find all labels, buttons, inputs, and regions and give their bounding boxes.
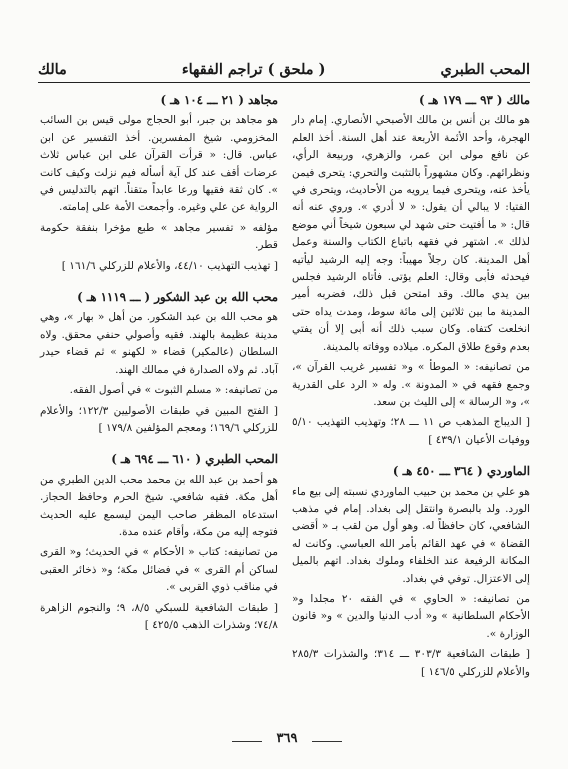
footer-dash-right: [312, 741, 342, 742]
entry-muhibbullah: [40, 289, 278, 437]
page-number: ٣٦٩: [276, 731, 298, 746]
entry-reference: [ الديباج المذهب ص ١١ ـــ ٢٨؛ وتهذيب التهذيب ٥/١٠ ووفيات الأعيان ٤٣٩/١ ]: [292, 416, 531, 446]
entry-mujahid: [40, 92, 278, 275]
entry-reference: [ طبقات الشافعية للسبكي ٨/٥، ٩؛ والنجوم الزاهرة ٧٤/٨؛ وشذرات الذهب ٤٢٥/٥ ]: [40, 601, 278, 631]
entry-mawardi: [292, 463, 530, 681]
entry-paragraph: هو مالك بن أنس بن مالك الأصبحي الأنصاري. إمام دار الهجرة، وأحد الأئمة الأربعة عند أهل السنة. أخذ العلم عن نافع مولى ابن عمر، والزهري، وربيعة الرأي، ونظرائهم. وكان مشهوراً بالتثبت والتحري: يتحرى فيمن يأخذ عنه، ويتحرى فيما يرويه من الأحاديث، ويتحرى في الفتيا: لا يبالي أن يقول: « لا أدري ». وروي عنه أنه قال: « ما أفتيت حتى شهد لي سبعون شيخاً أني موضع لذلك ». اشتهر في فقهه باتباع الكتاب والسنة وعمل أهل المدينة. كان رجلاً مهيباً: وجه إليه الرشيد ليأتيه فيحدثه فأبى وقال: العلم يؤتى. فأتاه الرشيد فجلس بين يدي مالك. وقد امتحن قبل ذلك، فضربه أمير المدينة ما بين ثلاثين إلى مائة سوط، ومدت يداه حتى انخلعت كتفاه. وكان سبب ذلك أنه أبى إلا أن يفتي بعدم وقوع طلاق المكره. ميلاده ووفاته بالمدينة.: [292, 114, 530, 353]
entry-title: مالك ( ٩٣ ـــ ١٧٩ هـ ): [418, 93, 530, 107]
entry-paragraph: مؤلفه « تفسير مجاهد » طبع مؤخرا بنفقة حكومة قطر.: [40, 221, 278, 252]
left-column: [40, 92, 278, 648]
running-header: [38, 52, 530, 78]
entry-reference: [ الفتح المبين في طبقات الأصوليين ١٢٢/٣؛ والأعلام للزركلي ١٦٩/٦؛ ومعجم المؤلفين ١٧٩/٨ ]: [40, 404, 278, 434]
entry-title: مجاهد ( ٢١ ـــ ١٠٤ هـ ): [160, 93, 278, 107]
header-rule: [38, 82, 530, 83]
entry-paragraph: من تصانيفه: « مسلم الثبوت » في أصول الفقه.: [69, 384, 278, 397]
footer-dash-left: [232, 741, 262, 742]
entry-paragraph: هو علي بن محمد بن حبيب الماوردي نسبته إلى بيع ماء الورد. ولد بالبصرة وانتقل إلى بغداد. إمام في مذهب الشافعي، كان حافظاً له. وهو أول من لقب بـ « أقضى القضاة » في عهد القائم بأمر الله العباسي. وكانت له المكانة الرفيعة عند الخلفاء وملوك بغداد. اتهم بالميل إلى الاعتزال. توفي في بغداد.: [292, 485, 530, 585]
entry-title: الماوردي ( ٣٦٤ ـــ ٤٥٠ هـ ): [392, 464, 530, 479]
entry-title: المحب الطبري ( ٦١٠ ـــ ٦٩٤ هـ ): [111, 452, 278, 467]
entry-reference: [ طبقات الشافعية ٣٠٣/٣ ـــ ٣١٤؛ والشذرات ٢٨٥/٣ والأعلام للزركلي ١٤٦/٥ ]: [292, 648, 530, 678]
header-right-title: مالك: [38, 61, 67, 78]
entry-reference: [ تهذيب التهذيب ٤٤/١٠، والأعلام للزركلي ١٦١/٦ ]: [61, 259, 278, 272]
header-left-title: المحب الطبري: [440, 61, 530, 78]
entry-paragraph: من تصانيفه: « الموطأ » و« تفسير غريب القرآن »، وجمع فقهه في « المدونة ». وله « الرد على القدرية »، و« الرسالة » إلى الليث بن سعد.: [292, 361, 530, 408]
right-column: [292, 92, 530, 695]
entry-paragraph: هو محب الله بن عبد الشكور. من أهل « بهار »، وهي مدينة عظيمة بالهند. فقيه وأصولي حنفي محقق. ولاه السلطان (عالمكير) قضاء « لكهنو » ثم قضاء حيدر آباد. ثم ولاه الصدارة في ممالك الهند.: [40, 311, 278, 376]
entry-title: محب الله بن عبد الشكور ( ـــ ١١١٩ هـ ): [77, 290, 278, 305]
entry-paragraph: هو مجاهد بن جبر، أبو الحجاج مولى قيس بن السائب المخزومي. شيخ المفسرين. أخذ التفسير عن ابن عباس. قال: « قرأت القرآن على ابن عباس ثلاث عرضات أقف عند كل آية أسأله فيم نزلت وكيف كانت ». كان ثقة فقيها ورعا عابداً متقناً. اتهم بالتدليس في الرواية عن علي وغيره. وأجمعت الأمة على إمامته.: [40, 114, 278, 214]
entry-paragraph: من تصانيفه: كتاب « الأحكام » في الحديث؛ و« القرى لساكن أم القرى » في فضائل مكة؛ و« ذخائر العقبى في مناقب ذوي القربى ».: [40, 546, 278, 594]
entry-muhib-tabari: [40, 451, 278, 634]
entry-malik: [292, 92, 530, 449]
header-center-title: ( ملحق ) تراجم الفقهاء: [181, 61, 326, 78]
entry-paragraph: هو أحمد بن عبد الله بن محمد محب الدين الطبري من أهل مكة. فقيه شافعي. شيخ الحرم وحافظ الحجاز. استدعاه المظفر صاحب اليمن ليسمع عليه الحديث فتوجه إليه من مكة، وأقام عنده مدة.: [40, 473, 278, 538]
entry-paragraph: من تصانيفه: « الحاوي » في الفقه ٢٠ مجلدا و« الأحكام السلطانية » و« أدب الدنيا والدين » و« قانون الوزارة ».: [292, 592, 531, 640]
